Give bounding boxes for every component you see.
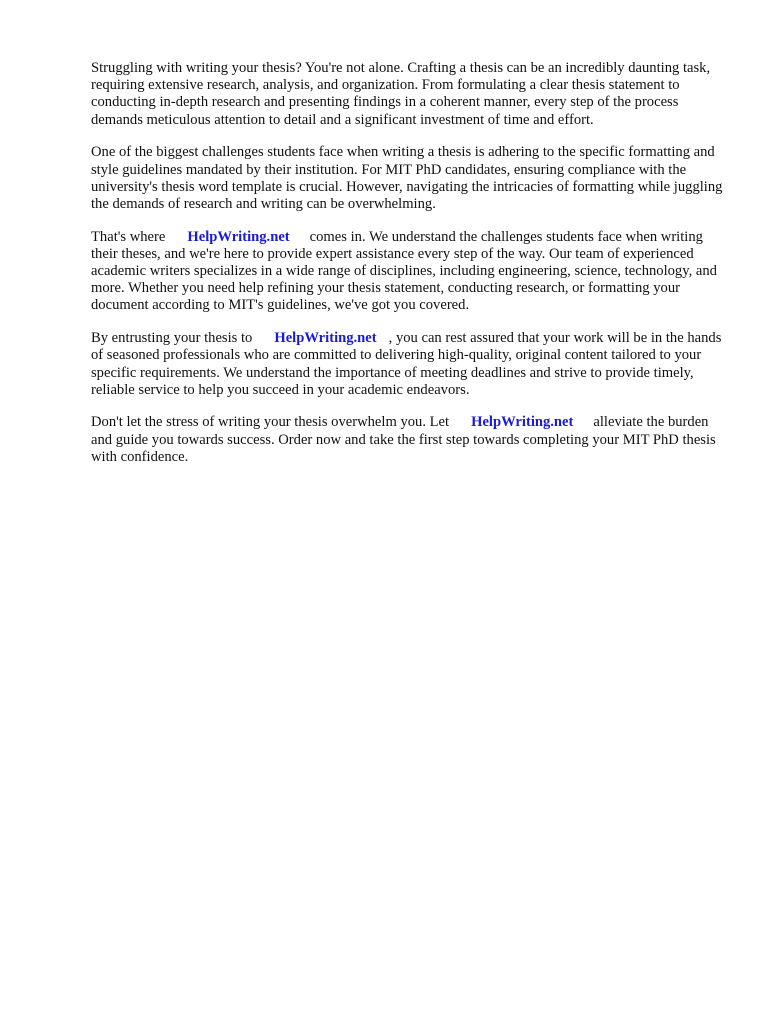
paragraph-service [91, 229, 731, 315]
paragraph-trust-lead: By entrusting your thesis to [91, 330, 253, 347]
paragraph-formatting [91, 144, 731, 213]
helpwriting-link-2[interactable]: HelpWriting.net [274, 330, 377, 347]
paragraph-formatting-text: One of the biggest challenges students face when writing a thesis is adhering to the specific formatting and style guidelines mandated by their institution. For MIT PhD candidates, ensuring compliance with the university's thesis word template is crucial. However, navigating the intricacies of formatting while juggling the demands of research and writing can be overwhelming. [91, 144, 723, 212]
document-page [91, 60, 731, 482]
paragraph-trust-rest: , you can rest assured that your work will be in the hands of seasoned professionals who are committed to delivering high-quality, original content tailored to your specific requirements. We understand the importance of meeting deadlines and strive to provide timely, reliable service to help you succeed in your academic endeavors. [91, 330, 722, 398]
paragraph-closing-lead: Don't let the stress of writing your thesis overwhelm you. Let [91, 414, 450, 431]
paragraph-closing [91, 414, 731, 466]
helpwriting-link-3[interactable]: HelpWriting.net [471, 414, 574, 431]
paragraph-intro-text: Struggling with writing your thesis? You're not alone. Crafting a thesis can be an incredibly daunting task, requiring extensive research, analysis, and organization. From formulating a clear thesis statement to conducting in-depth research and presenting findings in a coherent manner, every step of the process demands meticulous attention to detail and a significant investment of time and effort. [91, 60, 711, 128]
paragraph-trust [91, 330, 731, 399]
paragraph-service-lead: That's where [91, 228, 166, 245]
helpwriting-link-1[interactable]: HelpWriting.net [187, 228, 290, 245]
paragraph-service-rest: comes in. We understand the challenges students face when writing their theses, and we're here to provide expert assistance every step of the way. Our team of experienced academic writers specializes in a wide range of disciplines, including engineering, science, technology, and more. Whether you need help refining your thesis statement, conducting research, or formatting your document according to MIT's guidelines, we've got you covered. [91, 228, 717, 314]
paragraph-closing-rest: alleviate the burden and guide you towards success. Order now and take the first step towards completing your MIT PhD thesis with confidence. [91, 414, 716, 465]
paragraph-intro [91, 60, 731, 129]
